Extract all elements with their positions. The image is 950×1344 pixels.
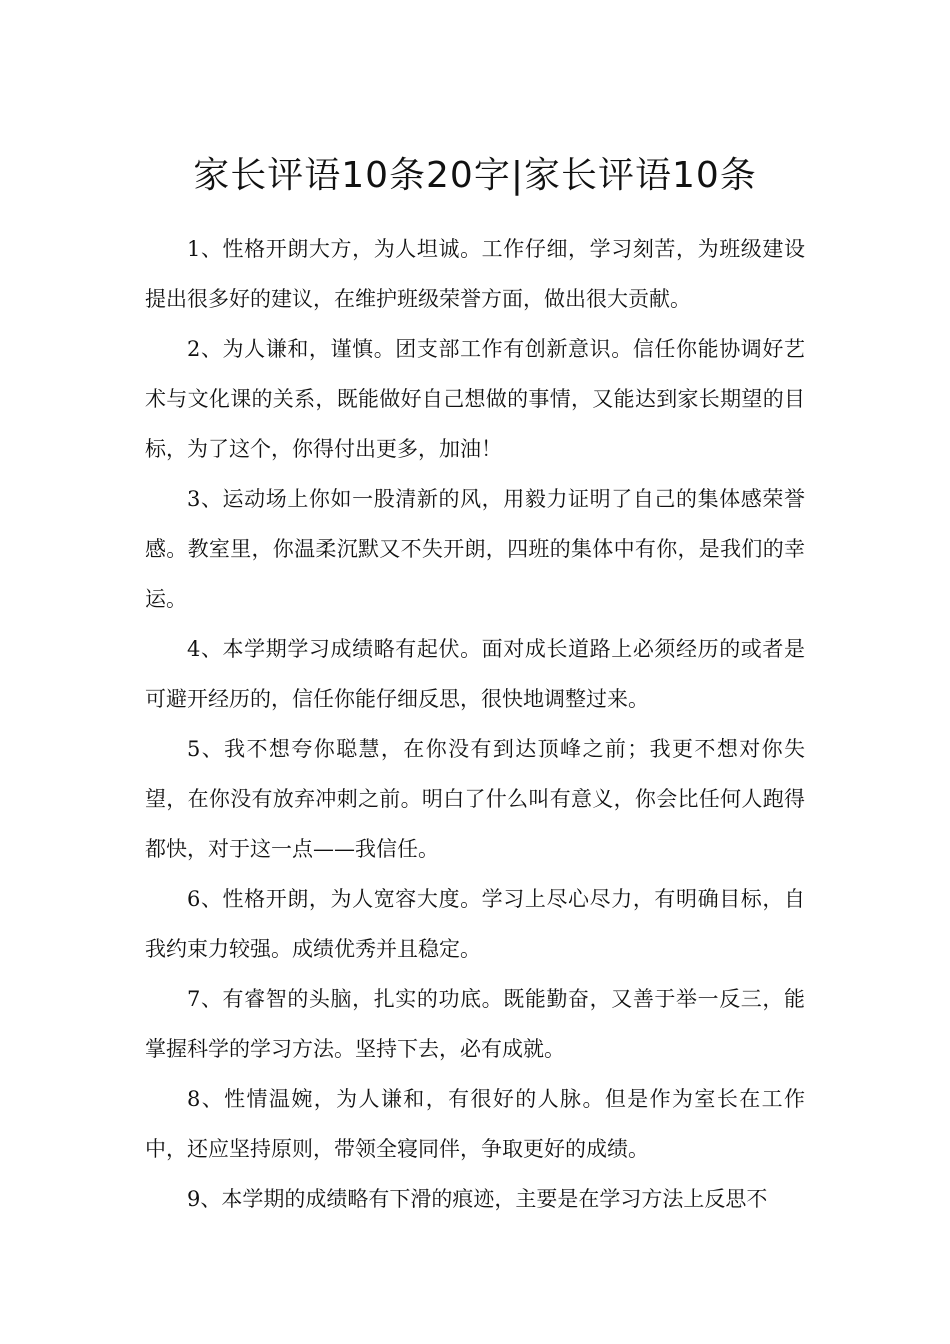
comment-paragraph: 3、运动场上你如一股清新的风，用毅力证明了自己的集体感荣誉感。教室里，你温柔沉默又不失开朗，四班的集体中有你，是我们的幸运。 (145, 487, 805, 611)
comment-paragraph: 4、本学期学习成绩略有起伏。面对成长道路上必须经历的或者是可避开经历的，信任你能仔细反思，很快地调整过来。 (145, 637, 805, 711)
document-body (145, 224, 805, 1224)
document-title: 家长评语10条20字|家长评语10条 (193, 155, 757, 197)
comment-paragraph: 8、性情温婉，为人谦和，有很好的人脉。但是作为室长在工作中，还应坚持原则，带领全寝同伴，争取更好的成绩。 (145, 1087, 805, 1161)
comment-paragraph: 1、性格开朗大方，为人坦诚。工作仔细，学习刻苦，为班级建设提出很多好的建议，在维护班级荣誉方面，做出很大贡献。 (145, 237, 805, 311)
comment-paragraph: 7、有睿智的头脑，扎实的功底。既能勤奋，又善于举一反三，能掌握科学的学习方法。坚持下去，必有成就。 (145, 987, 805, 1061)
comment-paragraph: 9、本学期的成绩略有下滑的痕迹，主要是在学习方法上反思不 (187, 1187, 768, 1211)
comment-paragraph: 2、为人谦和，谨慎。团支部工作有创新意识。信任你能协调好艺术与文化课的关系，既能做好自己想做的事情，又能达到家长期望的目标，为了这个，你得付出更多，加油！ (145, 337, 805, 461)
comment-paragraph: 6、性格开朗，为人宽容大度。学习上尽心尽力，有明确目标，自我约束力较强。成绩优秀并且稳定。 (145, 887, 805, 961)
comment-paragraph: 5、我不想夸你聪慧，在你没有到达顶峰之前；我更不想对你失望，在你没有放弃冲刺之前。明白了什么叫有意义，你会比任何人跑得都快，对于这一点——我信任。 (145, 737, 805, 861)
